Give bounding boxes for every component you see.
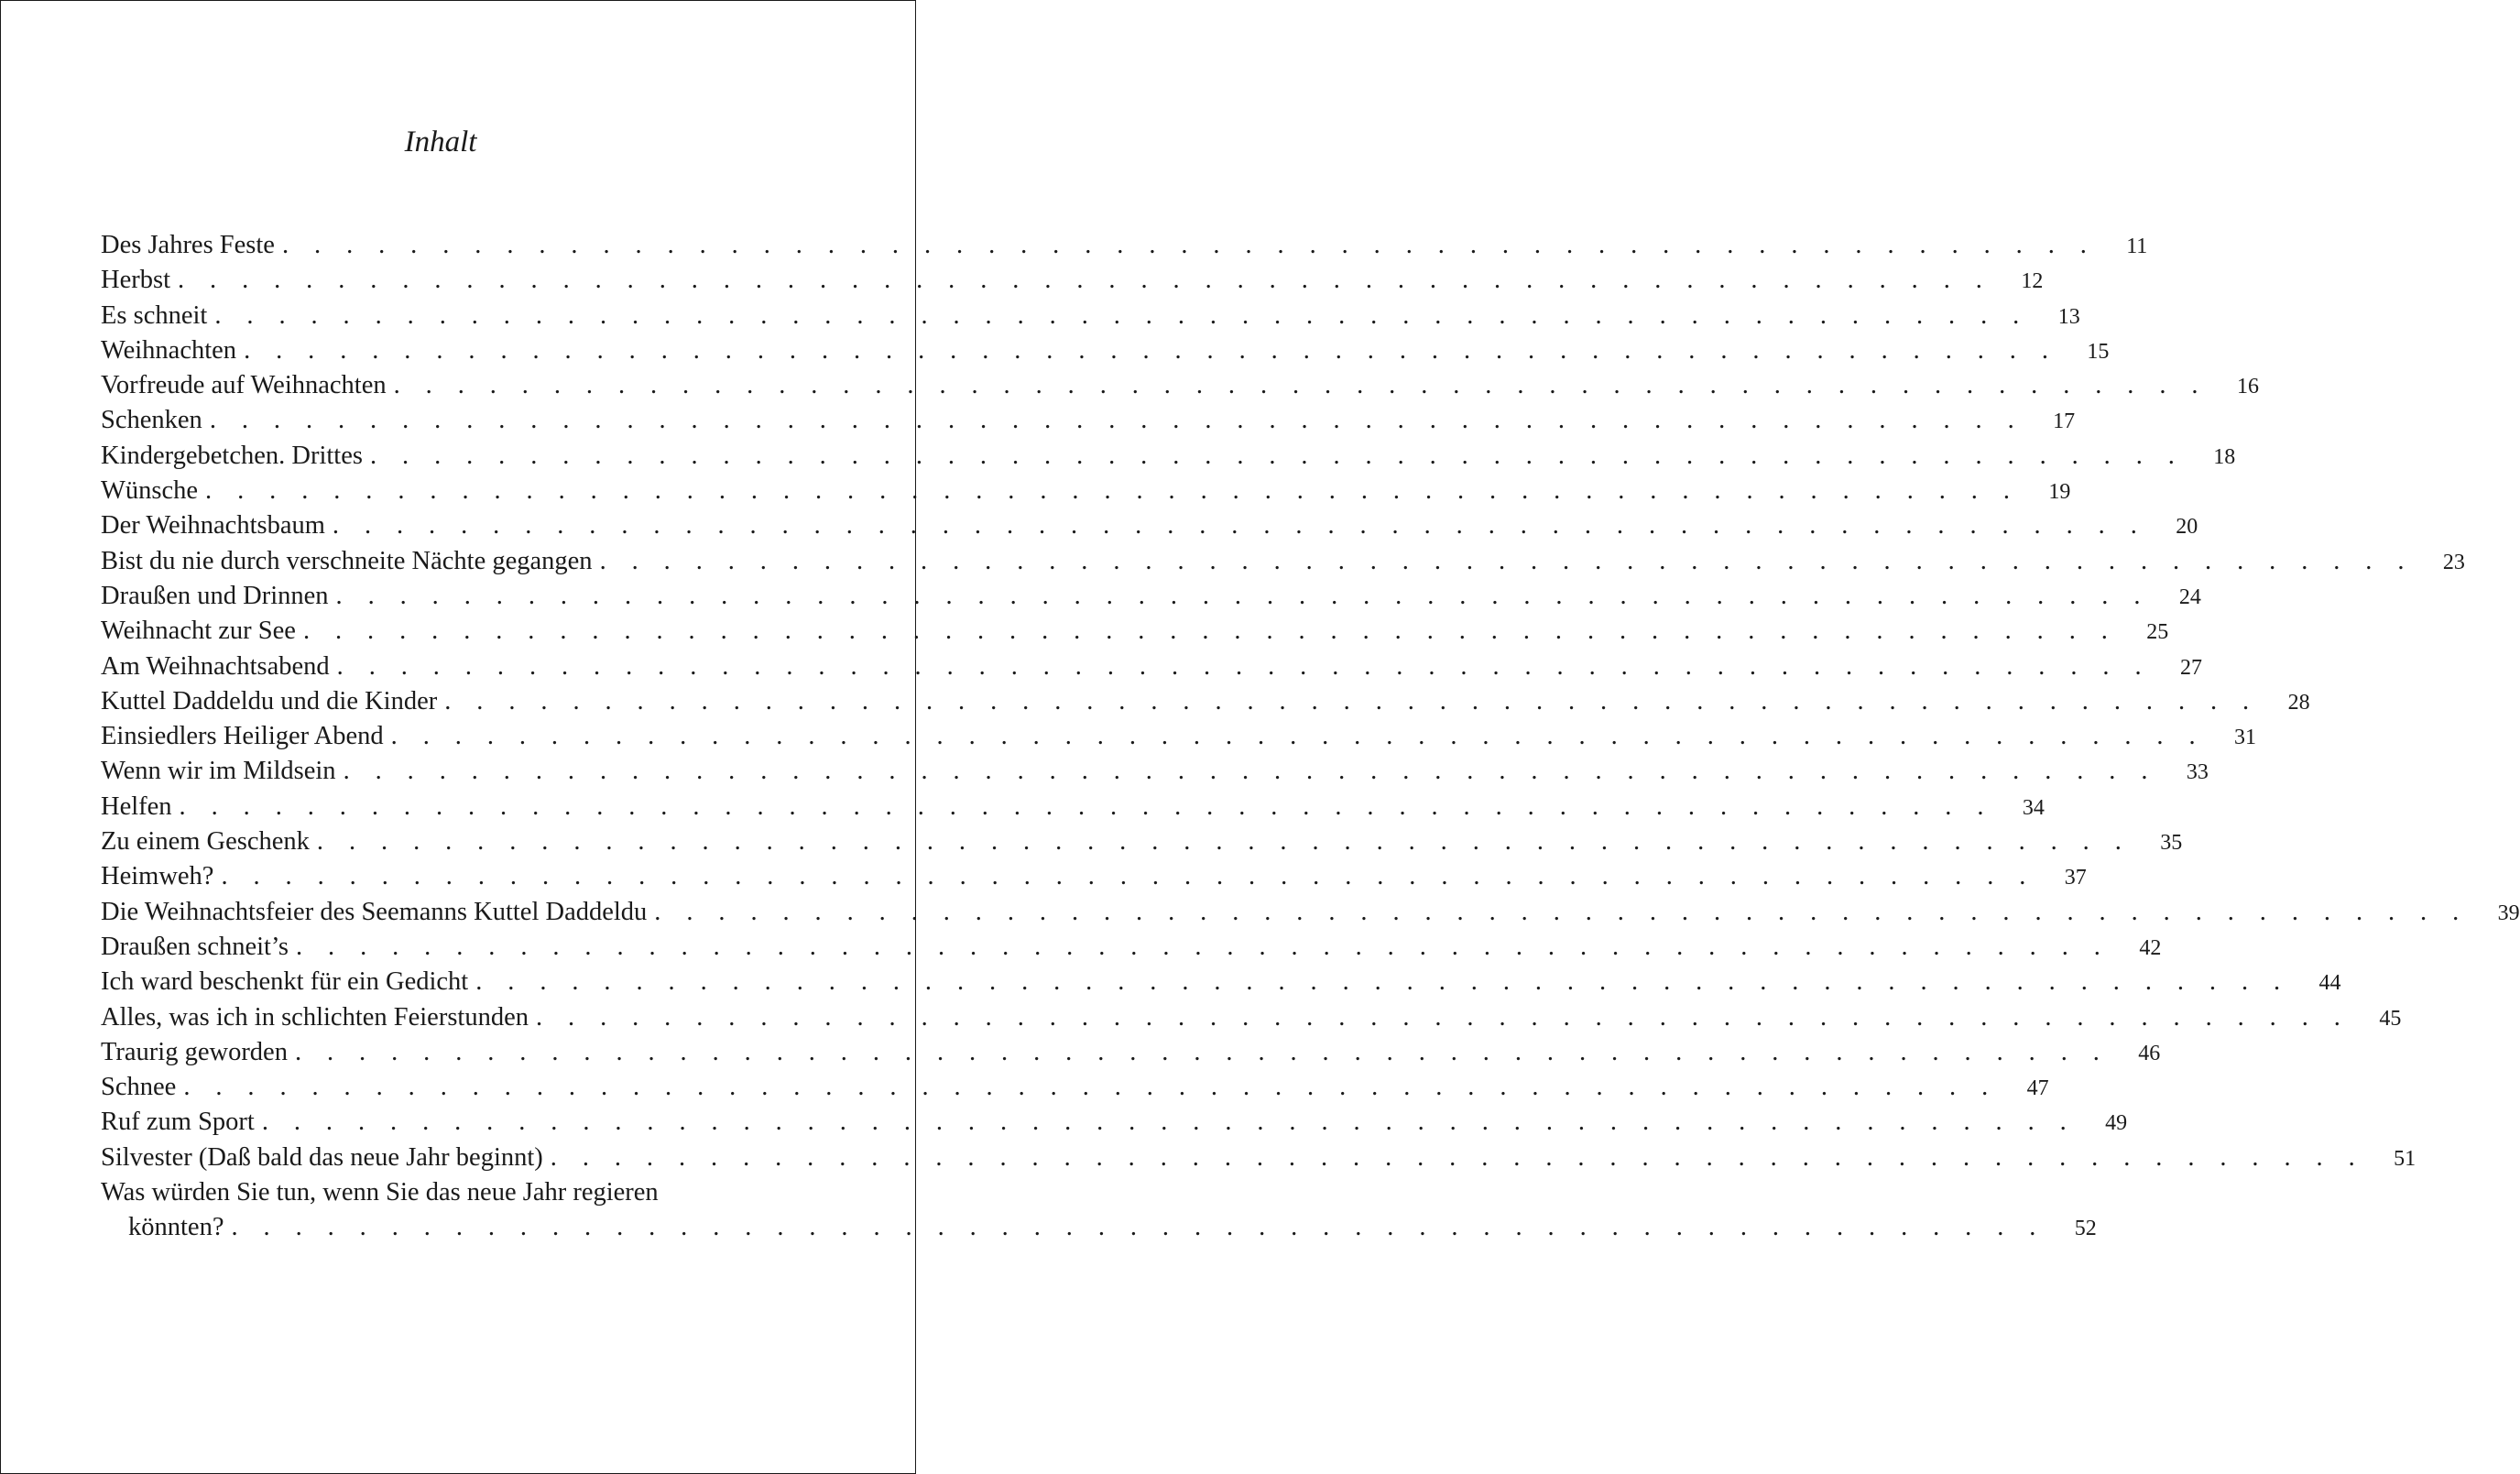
toc-page-number: 18 — [2213, 444, 2236, 469]
toc-entry-label: Schenken — [101, 406, 202, 435]
toc-page-number: 35 — [2160, 831, 2183, 856]
toc-leader-dots: . . . . . . . . . . . . . . . . . . . . . . . . . . . . . . . . . . . . . . . . . . . . . . . . . . . . . . . . . — [244, 335, 2058, 365]
toc-entry-label: Weihnachten — [101, 335, 237, 365]
toc-entry-label: Kindergebetchen. Drittes — [101, 441, 363, 470]
toc-entry — [101, 299, 2080, 333]
toc-leader-dots: . . . . . . . . . . . . . . . . . . . . . . . . . . . . . . . . . . . . . . . . . . . . . . . . . . . . . . . . . — [294, 1037, 2110, 1066]
toc-entry-label: Helfen — [101, 792, 172, 821]
toc-entry — [101, 263, 2044, 298]
table-of-contents — [101, 228, 2520, 1246]
toc-entry — [101, 544, 2465, 579]
toc-entry — [101, 684, 2310, 719]
toc-entry-label: Der Weihnachtsbaum — [101, 511, 325, 540]
toc-page-number: 46 — [2138, 1041, 2161, 1065]
toc-entry — [101, 333, 2110, 368]
toc-entry-label: Es schneit — [101, 300, 208, 330]
toc-page-number: 20 — [2176, 515, 2198, 540]
toc-leader-dots: . . . . . . . . . . . . . . . . . . . . . . . . . . . . . . . . . . . . . . . . . . . . . . . . . . . . . . . . . — [205, 476, 2020, 506]
toc-entry-label: Einsiedlers Heiliger Abend — [101, 722, 384, 751]
toc-entry-label: Bist du nie durch verschneite Nächte gegangen — [101, 546, 593, 575]
toc-entry-label: Die Weihnachtsfeier des Seemanns Kuttel Daddeldu — [101, 897, 648, 926]
toc-entry — [101, 930, 2162, 965]
toc-page-number: 27 — [2179, 655, 2202, 680]
toc-page-number: 19 — [2048, 480, 2071, 505]
toc-leader-dots: . . . . . . . . . . . . . . . . . . . . . . . . . . . . . . . . . . . . . . . . . . . . . . . . . . . . . . . . . — [214, 300, 2029, 330]
toc-entry — [101, 1105, 2128, 1140]
toc-entry — [101, 508, 2198, 543]
toc-page-number: 47 — [2026, 1076, 2049, 1101]
toc-leader-dots: . . . . . . . . . . . . . . . . . . . . . . . . . . . . . . . . . . . . . . . . . . . . . . . . . . . . . . . . . — [302, 617, 2118, 646]
toc-entry — [101, 754, 2209, 789]
toc-page-number: 11 — [2126, 235, 2148, 258]
toc-page-number: 25 — [2146, 620, 2169, 645]
toc-entry-label: Schnee — [101, 1073, 177, 1102]
toc-entry — [101, 439, 2236, 474]
toc-page-number: 16 — [2236, 375, 2259, 399]
toc-entry-label: Herbst — [101, 266, 170, 295]
toc-entry — [101, 1000, 2402, 1035]
toc-entry — [101, 1141, 2416, 1175]
toc-leader-dots: . . . . . . . . . . . . . . . . . . . . . . . . . . . . . . . . . . . . . . . . . . . . . . . . . . . . . . . . . — [369, 441, 2185, 470]
toc-entry — [101, 895, 2520, 930]
toc-leader-dots: . . . . . . . . . . . . . . . . . . . . . . . . . . . . . . . . . . . . . . . . . . . . . . . . . . . . . . . . . — [336, 651, 2151, 681]
page-title: Inhalt — [404, 126, 477, 158]
toc-leader-dots: . . . . . . . . . . . . . . . . . . . . . . . . . . . . . . . . . . . . . . . . . . . . . . . . . . . . . . . . . — [550, 1142, 2365, 1172]
toc-entry-label: könnten? — [128, 1213, 224, 1242]
toc-page-number: 24 — [2178, 584, 2201, 609]
toc-leader-dots: . . . . . . . . . . . . . . . . . . . . . . . . . . . . . . . . . . . . . . . . . . . . . . . . . . . . . . . . . — [654, 897, 2469, 926]
toc-entry — [101, 859, 2087, 894]
toc-leader-dots: . . . . . . . . . . . . . . . . . . . . . . . . . . . . . . . . . . . . . . . . . . . . . . . . . . . . . . . . . — [475, 967, 2290, 997]
toc-leader-dots: . . . . . . . . . . . . . . . . . . . . . . . . . . . . . . . . . . . . . . . . . . . . . . . . . . . . . . . . . — [177, 266, 1992, 295]
toc-entry — [101, 824, 2183, 859]
toc-entry — [101, 965, 2341, 999]
toc-entry — [101, 650, 2202, 684]
toc-entry — [101, 474, 2071, 508]
toc-page-number: 51 — [2394, 1146, 2416, 1171]
toc-entry — [101, 228, 2148, 263]
toc-entry-52-line2 — [101, 1210, 2097, 1245]
toc-entry — [101, 719, 2256, 754]
toc-leader-dots: . . . . . . . . . . . . . . . . . . . . . . . . . . . . . . . . . . . . . . . . . . . . . . . . . . . . . . . . . — [281, 231, 2097, 259]
toc-entry-label: Traurig geworden — [101, 1037, 288, 1066]
toc-page-number: 23 — [2442, 550, 2465, 574]
toc-page-number: 37 — [2064, 866, 2087, 890]
toc-page-number: 12 — [2021, 269, 2044, 294]
toc-entry — [101, 614, 2169, 649]
toc-entry-label: Vorfreude auf Weihnachten — [101, 371, 387, 400]
toc-page-number: 17 — [2053, 409, 2076, 434]
toc-entry-label: Kuttel Daddeldu und die Kinder — [101, 686, 438, 715]
toc-entry — [101, 403, 2076, 438]
toc-leader-dots: . . . . . . . . . . . . . . . . . . . . . . . . . . . . . . . . . . . . . . . . . . . . . . . . . . . . . . . . . — [335, 581, 2150, 610]
toc-entry-label: Draußen und Drinnen — [101, 581, 329, 610]
toc-entry — [101, 579, 2201, 614]
toc-entry-label: Alles, was ich in schlichten Feierstunden — [101, 1002, 529, 1032]
toc-entry-label: Wenn wir im Mildsein — [101, 757, 336, 786]
toc-page-number: 15 — [2087, 339, 2110, 364]
toc-entry-label: Ich ward beschenkt für ein Gedicht — [101, 967, 469, 997]
toc-page-number: 13 — [2057, 304, 2080, 329]
toc-page-number: 44 — [2318, 971, 2341, 996]
toc-entry — [101, 790, 2045, 824]
toc-leader-dots: . . . . . . . . . . . . . . . . . . . . . . . . . . . . . . . . . . . . . . . . . . . . . . . . . . . . . . . . . — [231, 1213, 2045, 1242]
toc-leader-dots: . . . . . . . . . . . . . . . . . . . . . . . . . . . . . . . . . . . . . . . . . . . . . . . . . . . . . . . . . — [316, 827, 2132, 857]
toc-page-number: 28 — [2287, 690, 2310, 715]
toc-page-number: 52 — [2074, 1217, 2097, 1241]
toc-leader-dots: . . . . . . . . . . . . . . . . . . . . . . . . . . . . . . . . . . . . . . . . . . . . . . . . . . . . . . . . . — [599, 546, 2414, 575]
toc-leader-dots: . . . . . . . . . . . . . . . . . . . . . . . . . . . . . . . . . . . . . . . . . . . . . . . . . . . . . . . . . — [393, 371, 2208, 400]
toc-entry-52-line1 — [101, 1175, 783, 1210]
toc-entry-label: Zu einem Geschenk — [101, 827, 310, 857]
toc-leader-dots: . . . . . . . . . . . . . . . . . . . . . . . . . . . . . . . . . . . . . . . . . . . . . . . . . . . . . . . . . — [183, 1073, 1998, 1102]
toc-leader-dots: . . . . . . . . . . . . . . . . . . . . . . . . . . . . . . . . . . . . . . . . . . . . . . . . . . . . . . . . . — [332, 511, 2147, 540]
toc-entry-label: Draußen schneit’s — [101, 932, 289, 961]
toc-entry-label: Am Weihnachtsabend — [101, 651, 330, 681]
toc-leader-dots: . . . . . . . . . . . . . . . . . . . . . . . . . . . . . . . . . . . . . . . . . . . . . . . . . . . . . . . . . — [444, 686, 2259, 715]
toc-page-number: 31 — [2234, 726, 2256, 750]
toc-entry-label: Des Jahres Feste — [101, 231, 275, 259]
toc-page-number: 33 — [2186, 760, 2209, 785]
toc-leader-dots: . . . . . . . . . . . . . . . . . . . . . . . . . . . . . . . . . . . . . . . . . . . . . . . . . . . . . . . . . — [179, 792, 1993, 821]
toc-entry — [101, 1035, 2161, 1070]
toc-leader-dots: . . . . . . . . . . . . . . . . . . . . . . . . . . . . . . . . . . . . . . . . . . . . . . . . . . . . . . . . . — [221, 862, 2035, 891]
toc-entry-label: Weihnacht zur See — [101, 617, 296, 646]
toc-leader-dots: . . . . . . . . . . . . . . . . . . . . . . . . . . . . . . . . . . . . . . . . . . . . . . . . . . . . . . . . . — [535, 1002, 2351, 1032]
toc-entry-label: Wünsche — [101, 476, 199, 506]
toc-entry-label: Heimweh? — [101, 862, 214, 891]
toc-leader-dots: . . . . . . . . . . . . . . . . . . . . . . . . . . . . . . . . . . . . . . . . . . . . . . . . . . . . . . . . . — [343, 757, 2157, 786]
toc-page-number: 34 — [2022, 795, 2045, 820]
toc-page-number: 45 — [2379, 1006, 2402, 1031]
toc-leader-dots: . . . . . . . . . . . . . . . . . . . . . . . . . . . . . . . . . . . . . . . . . . . . . . . . . . . . . . . . . — [390, 722, 2205, 751]
toc-entry-label: Ruf zum Sport — [101, 1108, 255, 1137]
toc-leader-dots: . . . . . . . . . . . . . . . . . . . . . . . . . . . . . . . . . . . . . . . . . . . . . . . . . . . . . . . . . — [209, 406, 2024, 435]
toc-page-number: 49 — [2105, 1111, 2128, 1136]
toc-entry-label: Silvester (Daß bald das neue Jahr beginnt) — [101, 1142, 543, 1172]
toc-entry — [101, 1070, 2049, 1105]
toc-entry-label: Was würden Sie tun, wenn Sie das neue Jahr regieren — [101, 1178, 659, 1207]
toc-leader-dots: . . . . . . . . . . . . . . . . . . . . . . . . . . . . . . . . . . . . . . . . . . . . . . . . . . . . . . . . . — [295, 932, 2111, 961]
toc-entry — [101, 368, 2259, 403]
toc-page-number: 39 — [2497, 901, 2520, 925]
toc-page-number: 42 — [2139, 935, 2162, 960]
toc-leader-dots: . . . . . . . . . . . . . . . . . . . . . . . . . . . . . . . . . . . . . . . . . . . . . . . . . . . . . . . . . — [261, 1108, 2077, 1137]
